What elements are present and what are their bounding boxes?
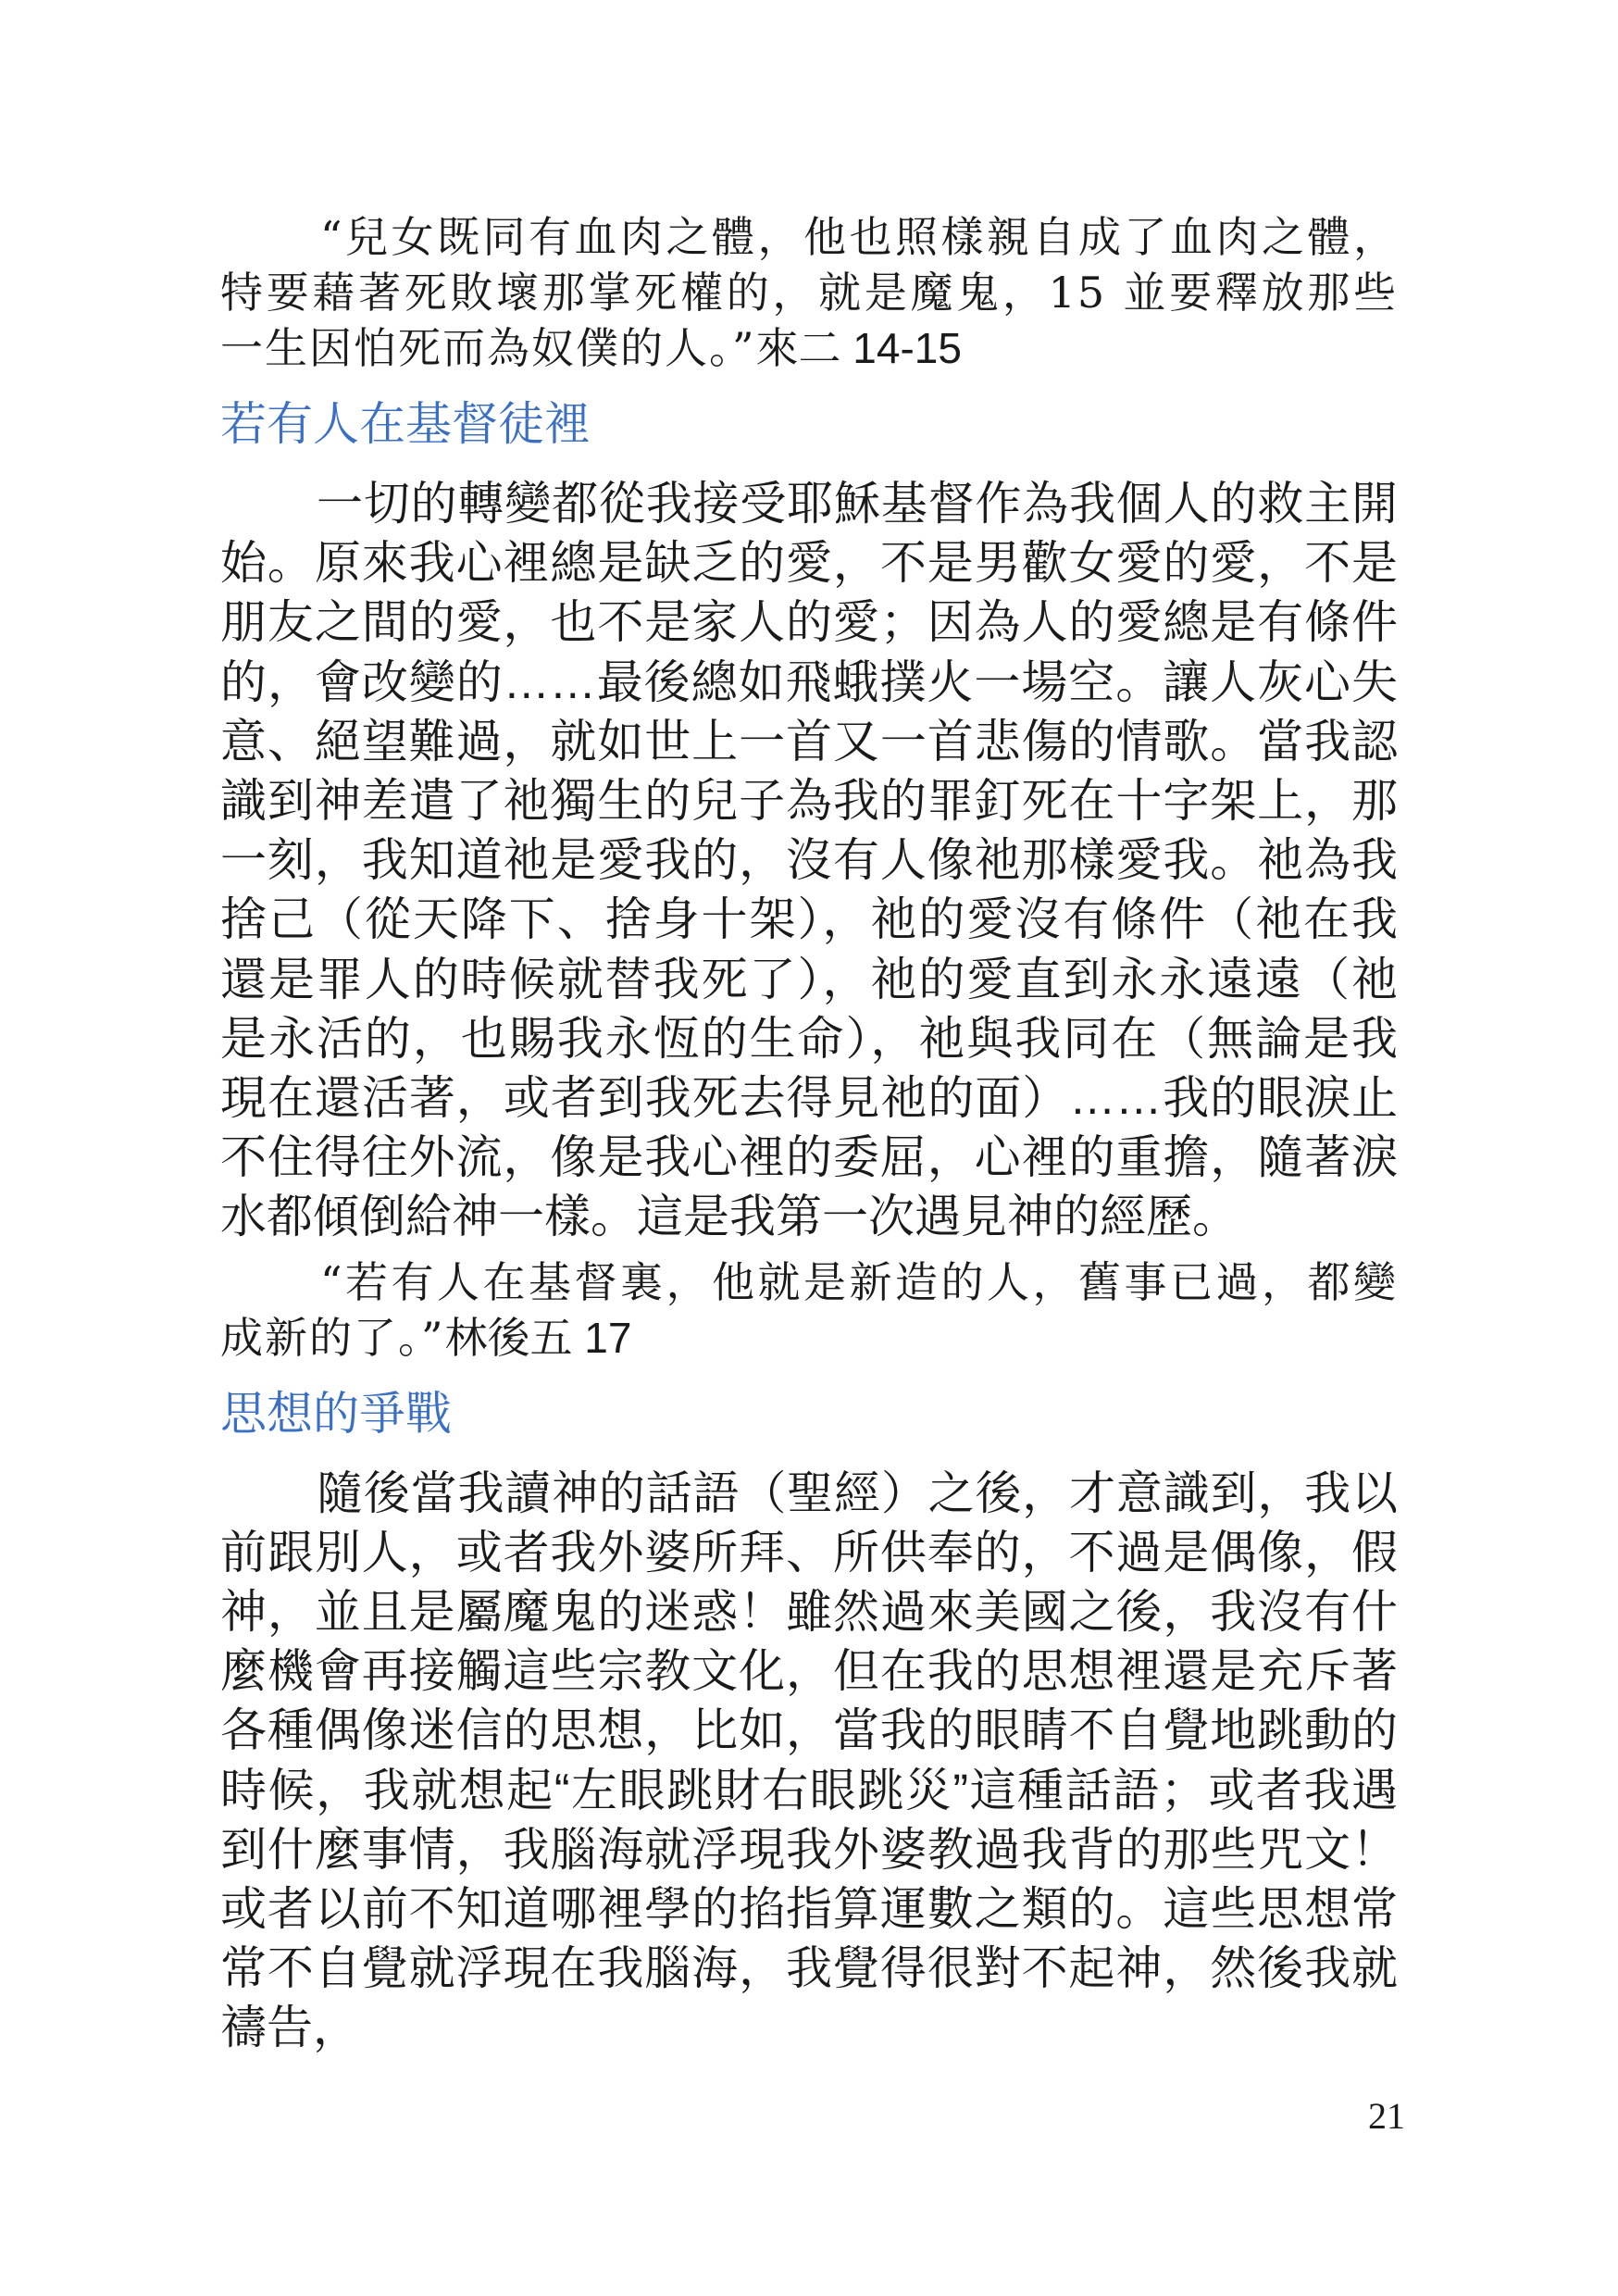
scripture-quote-corinthians (220, 1254, 1398, 1366)
section-heading-battle-of-thoughts: 思想的爭戰 (220, 1387, 452, 1440)
quote-text: “若有人在基督裏，他就是新造的人，舊事已過，都變成新的了。” (220, 1256, 1398, 1363)
paragraph-conversion: 一切的轉變都從我接受耶穌基督作為我個人的救主開始。原來我心裡總是缺乏的愛，不是男歡女愛的愛，不是朋友之間的愛，也不是家人的愛；因為人的愛總是有條件的，會改變的……最後總如飛蛾撲火一場空。讓人灰心失意、絕望難過，就如世上一首又一首悲傷的情歌。當我認識到神差遣了祂獨生的兒子為我的罪釘死在十字架上，那一刻，我知道祂是愛我的，沒有人像祂那樣愛我。祂為我捨己（從天降下、捨身十架），祂的愛沒有條件（祂在我還是罪人的時候就替我死了），祂的愛直到永永遠遠（祂是永活的，也賜我永恆的生命），祂與我同在（無論是我現在還活著，或者到我死去得見祂的面）……我的眼淚止不住得往外流，像是我心裡的委屈，心裡的重擔，隨著淚水都傾倒給神一樣。這是我第一次遇見神的經歷。 (220, 478, 1398, 1243)
quote-text: “兒女既同有血肉之體，他也照樣親自成了血肉之體，特要藉著死敗壞那掌死權的，就是魔鬼，15 並要釋放那些一生因怕死而為奴僕的人。” (220, 212, 1398, 373)
scripture-reference: 來二 14-15 (755, 324, 962, 372)
page-number: 21 (1368, 2095, 1405, 2137)
scripture-reference: 林後五 17 (444, 1313, 632, 1362)
scripture-quote-hebrews (220, 209, 1398, 376)
page-content (220, 209, 1398, 2246)
paragraph-battle-of-thoughts: 隨後當我讀神的話語（聖經）之後，才意識到，我以前跟別人，或者我外婆所拜、所供奉的，不過是偶像，假神，並且是屬魔鬼的迷惑！雖然過來美國之後，我沒有什麼機會再接觸這些宗教文化，但在我的思想裡還是充斥著各種偶像迷信的思想，比如，當我的眼睛不自覺地跳動的時候，我就想起“左眼跳財右眼跳災”這種話語；或者我遇到什麼事情，我腦海就浮現我外婆教過我背的那些咒文！或者以前不知道哪裡學的掐指算運數之類的。這些思想常常不自覺就浮現在我腦海，我覺得很對不起神，然後我就禱告， (220, 1466, 1398, 2054)
section-heading-in-christ: 若有人在基督徒裡 (220, 398, 591, 450)
